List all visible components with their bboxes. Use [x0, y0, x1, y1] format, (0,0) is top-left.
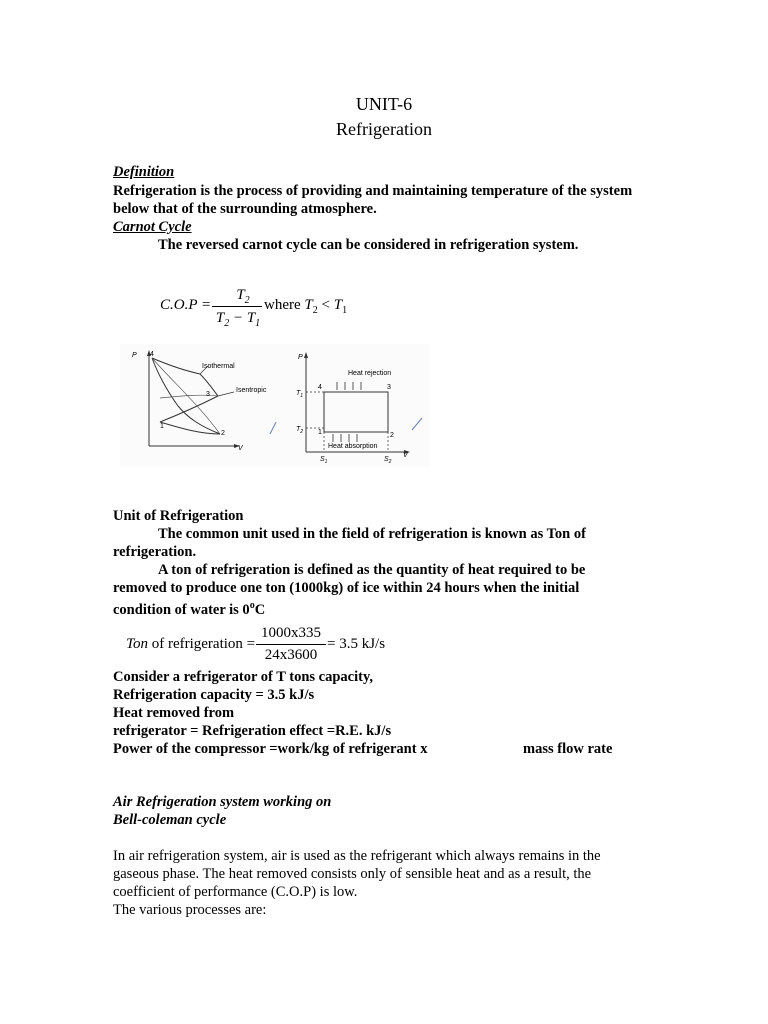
ts-point-3: 3 [387, 384, 391, 391]
pv-point-1: 1 [160, 423, 164, 430]
heat-rejection-label: Heat rejection [348, 370, 392, 377]
ts-axis-horizontal-label: V [403, 452, 408, 459]
air-paragraph-line-3: coefficient of performance (C.O.P) is low. [113, 884, 358, 900]
heat-absorption-label: Heat absorption [328, 443, 378, 450]
figure-background [120, 344, 430, 466]
ts-axis-vertical-label: P [298, 354, 303, 361]
consider-line-1: Consider a refrigerator of T tons capacity, [113, 669, 374, 685]
air-heading-1: Air Refrigeration system working on [113, 794, 332, 810]
pv-isentropic-label: Isentropic [236, 387, 267, 394]
ton-formula-denominator: 24x3600 [264, 647, 318, 663]
scan-mark-icons [262, 412, 432, 442]
unit-p2-line-2: removed to produce one ton (1000kg) of ice within 24 hours when the initial [113, 580, 580, 596]
consider-line-5b: mass flow rate [523, 741, 613, 757]
consider-line-3: Heat removed from [113, 705, 235, 721]
carnot-diagrams-figure [120, 344, 430, 466]
pv-point-4: 4 [150, 351, 154, 358]
cop-lhs: C.O.P = [160, 297, 212, 313]
ts-s2-label: $S_2$ [384, 456, 392, 465]
ts-point-4: 4 [318, 384, 322, 391]
unit-p2-line-3: condition of water is 0$^o$C [113, 600, 266, 618]
pv-point-3: 3 [206, 391, 210, 398]
pv-point-2: 2 [221, 430, 225, 437]
definition-heading: Definition [113, 164, 175, 180]
ton-formula-rhs: = 3.5 kJ/s [327, 636, 386, 652]
carnot-heading: Carnot Cycle [113, 219, 192, 235]
consider-line-4: refrigerator = Refrigeration effect =R.E. kJ/s [113, 723, 392, 739]
ts-t2-label: $T_2$ [296, 426, 304, 435]
unit-p1-line-2: refrigeration. [113, 544, 197, 560]
pv-axis-p-label: P [132, 352, 137, 359]
air-paragraph-line-2: gaseous phase. The heat removed consists only of sensible heat and as a result, the [113, 866, 592, 882]
cop-denominator: $T_2 - T_1$ [215, 310, 261, 329]
pen-tick-mark-icon [270, 422, 276, 434]
pv-isothermal-label: Isothermal [202, 363, 235, 370]
unit-p1-line-1: The common unit used in the field of refrigeration is known as Ton of [158, 526, 586, 542]
unit-p2-line-1: A ton of refrigeration is defined as the quantity of heat required to be [158, 562, 586, 578]
ton-fraction-bar [256, 644, 326, 645]
definition-line-2: below that of the surrounding atmosphere. [113, 201, 377, 217]
ts-point-1: 1 [318, 429, 322, 436]
air-heading-2: Bell-coleman cycle [113, 812, 227, 828]
ts-s1-label: $S_1$ [320, 456, 328, 465]
cop-numerator: $T_2$ [236, 287, 250, 306]
cop-fraction-bar [212, 306, 262, 307]
ton-formula-numerator: 1000x335 [261, 625, 321, 641]
subject-title: Refrigeration [336, 119, 432, 139]
air-paragraph-line-1: In air refrigeration system, air is used as the refrigerant which always remains in the [113, 848, 601, 864]
unit-heading: Unit of Refrigeration [113, 508, 244, 524]
ts-t1-label: $T_1$ [296, 390, 304, 399]
pen-tick-mark-2-icon [412, 418, 422, 430]
cop-where-condition: where $T_2 < T_1$ [264, 297, 348, 316]
pv-axis-v-label: V [238, 445, 243, 452]
consider-line-5a: Power of the compressor =work/kg of refrigerant x [113, 741, 428, 757]
air-paragraph-line-4: The various processes are: [113, 902, 267, 918]
definition-line-1: Refrigeration is the process of providing and maintaining temperature of the system [113, 183, 633, 199]
unit-title: UNIT-6 [355, 94, 413, 114]
ton-formula-lhs: Ton of refrigeration = [126, 636, 256, 652]
carnot-text: The reversed carnot cycle can be considered in refrigeration system. [158, 237, 579, 253]
consider-line-2: Refrigeration capacity = 3.5 kJ/s [113, 687, 315, 703]
ts-point-2: 2 [390, 432, 394, 439]
